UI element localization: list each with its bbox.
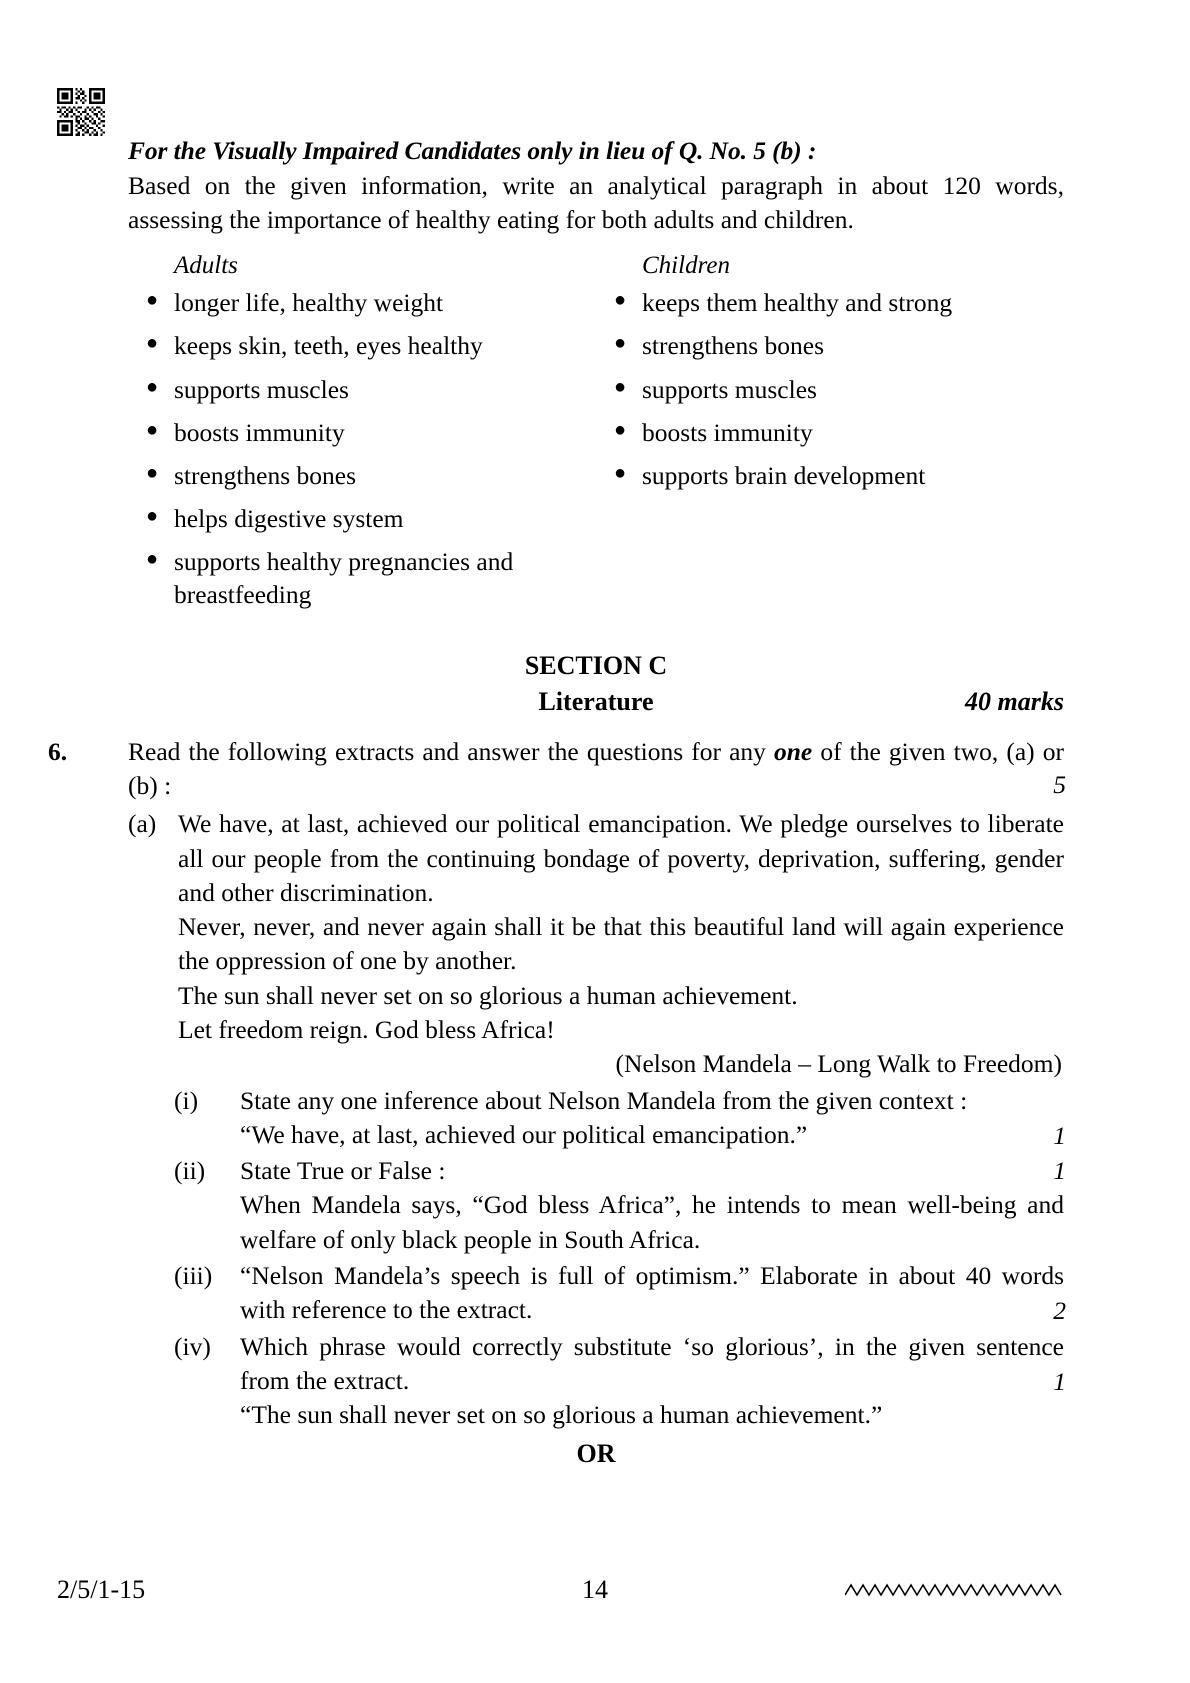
extract-a: [128, 807, 1064, 1047]
list-item-label: strengthens bones: [642, 331, 825, 361]
adults-heading: Adults: [174, 251, 238, 279]
sub-question-quote: “We have, at last, achieved our political emancipation.”: [240, 1119, 808, 1149]
sub-question-roman: (i): [174, 1085, 199, 1115]
question-number: 6.: [48, 736, 68, 766]
list-item-label: supports healthy pregnancies and breastfeeding: [174, 547, 514, 610]
sub-question-text: State any one inference about Nelson Mandela from the given context :: [240, 1085, 968, 1115]
sub-question-text: “Nelson Mandela’s speech is full of optimism.” Elaborate in about 40 words with reference to the extract.: [240, 1261, 1064, 1325]
bullet-icon: ●: [146, 418, 159, 441]
sub-question-quote: When Mandela says, “God bless Africa”, he intends to mean well-being and welfare of only black people in South Africa.: [240, 1190, 1064, 1254]
children-list: [596, 286, 1064, 492]
sub-question-marks: 1: [1053, 1366, 1066, 1396]
extract-attribution: (Nelson Mandela – Long Walk to Freedom): [615, 1049, 1062, 1079]
question-marks: 5: [1053, 769, 1066, 799]
bullet-icon: ●: [146, 461, 159, 484]
list-item-label: helps digestive system: [174, 503, 404, 533]
section-subtitle-row: [128, 685, 1064, 719]
list-item: [596, 286, 1064, 319]
list-item-label: longer life, healthy weight: [174, 288, 444, 318]
visually-impaired-notice: For the Visually Impaired Candidates only in lieu of Q. No. 5 (b) :: [128, 136, 817, 165]
list-item-label: keeps them healthy and strong: [642, 288, 953, 318]
or-separator: OR: [576, 1438, 616, 1468]
qr-code-icon: [57, 88, 105, 136]
list-item-label: supports muscles: [174, 374, 349, 404]
sub-question-roman: (iii): [174, 1261, 213, 1291]
bullet-icon: ●: [614, 332, 627, 355]
section-subtitle: Literature: [538, 686, 654, 716]
sub-question-marks: 1: [1053, 1156, 1066, 1186]
sub-question-quote: “The sun shall never set on so glorious a human achievement.”: [240, 1400, 883, 1430]
sub-question-text: State True or False :: [240, 1156, 446, 1186]
list-item: [596, 459, 1064, 492]
bullet-icon: ●: [146, 375, 159, 398]
sub-question-roman: (iv): [174, 1331, 211, 1361]
sub-question-iv: [128, 1330, 1064, 1433]
bullet-icon: ●: [614, 418, 627, 441]
healthy-eating-table: [128, 250, 1064, 622]
extract-label: (a): [128, 809, 157, 839]
list-item: [128, 502, 596, 535]
list-item-label: keeps skin, teeth, eyes healthy: [174, 331, 483, 361]
section-marks: 40 marks: [965, 686, 1064, 716]
question-stem: [128, 735, 1064, 804]
sub-question-ii: [128, 1154, 1064, 1257]
paper-code: 2/5/1-15: [57, 1575, 146, 1604]
question-6: [48, 735, 1066, 804]
section-title: SECTION C: [524, 651, 668, 681]
list-item-label: boosts immunity: [642, 417, 813, 447]
extract-paragraph: Never, never, and never again shall it be that this beautiful land will again experience the oppression of one by another.: [178, 912, 1064, 976]
bullet-icon: ●: [614, 289, 627, 312]
sub-question-text: Which phrase would correctly substitute ‘so glorious’, in the given sentence from the extract.: [240, 1331, 1064, 1395]
extract-paragraph: We have, at last, achieved our political emancipation. We pledge ourselves to liberate all our people from the continuing bondage of poverty, deprivation, suffering, gender and other discrimination.: [178, 809, 1064, 907]
extract-paragraph: Let freedom reign. God bless Africa!: [178, 1015, 555, 1044]
page-content: [48, 134, 1066, 1469]
list-item-label: boosts immunity: [174, 417, 345, 447]
list-item: [596, 373, 1064, 406]
adults-list: [128, 286, 596, 611]
question-stem-emphasis: one: [773, 736, 813, 766]
lead-paragraph: Based on the given information, write an analytical paragraph in about 120 words, assessing the importance of healthy eating for both adults and children.: [128, 171, 1064, 235]
zigzag-icon: [778, 1581, 1133, 1599]
bullet-icon: ●: [146, 332, 159, 355]
list-item: [128, 329, 596, 362]
extract-paragraph: The sun shall never set on so glorious a human achievement.: [178, 980, 798, 1010]
list-item: [128, 286, 596, 319]
sub-question-iii: [128, 1259, 1064, 1328]
sub-question-marks: 2: [1053, 1296, 1066, 1326]
bullet-icon: ●: [614, 461, 627, 484]
page-number: 14: [581, 1575, 608, 1604]
list-item-label: strengthens bones: [174, 460, 357, 490]
list-item-label: supports brain development: [642, 460, 926, 490]
list-item: [128, 545, 596, 611]
question-stem-part2: of the given two, (a) or (b) :: [128, 736, 1064, 800]
page-footer: [57, 1575, 1133, 1605]
bullet-icon: ●: [146, 548, 159, 571]
children-heading: Children: [642, 251, 730, 279]
question-stem-part1: Read the following extracts and answer the questions for any: [128, 736, 774, 766]
bullet-icon: ●: [146, 289, 159, 312]
sub-question-marks: 1: [1053, 1120, 1066, 1150]
list-item: [128, 416, 596, 449]
adults-column: [128, 250, 596, 622]
children-column: [596, 250, 1064, 622]
list-item-label: supports muscles: [642, 374, 817, 404]
bullet-icon: ●: [614, 375, 627, 398]
list-item: [596, 329, 1064, 362]
list-item: [128, 459, 596, 492]
sub-question-roman: (ii): [174, 1156, 206, 1186]
list-item: [596, 416, 1064, 449]
sub-question-i: [128, 1084, 1064, 1153]
list-item: [128, 373, 596, 406]
bullet-icon: ●: [146, 504, 159, 527]
